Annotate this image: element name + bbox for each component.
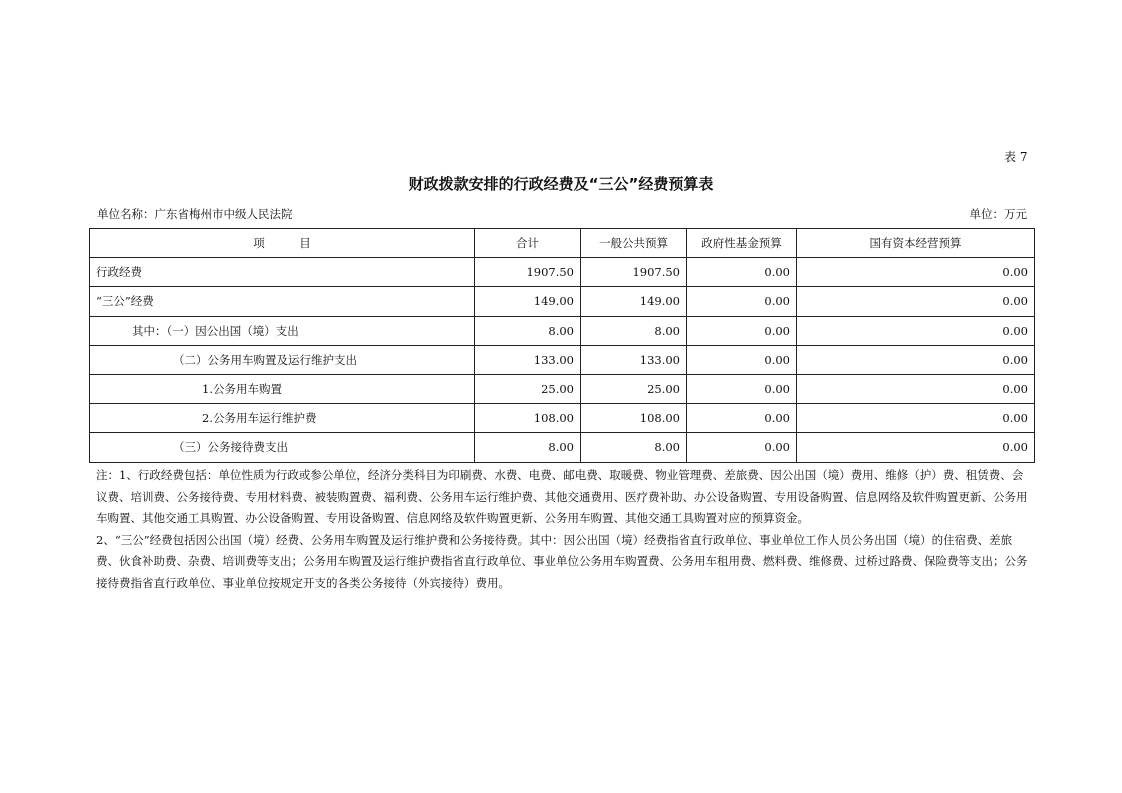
column-header-fund-budget: 政府性基金预算: [687, 229, 797, 258]
row-total: 149.00: [475, 287, 581, 316]
row-item: 行政经费: [90, 258, 475, 287]
row-total: 8.00: [475, 433, 581, 462]
row-state-capital-budget: 0.00: [797, 374, 1035, 403]
footnote-1: 注：1、行政经费包括：单位性质为行政或参公单位，经济分类科目为印刷费、水费、电费、邮电费、取暖费、物业管理费、差旅费、因公出国（境）费用、维修（护）费、租赁费、会议费、培训费、公务接待费、专用材料费、被装购置费、福利费、公务用车运行维护费、其他交通费用、医疗费补助、办公设备购置、专用设备购置、信息网络及软件购置更新、公务用车购置、其他交通工具购置、办公设备购置、专用设备购置、信息网络及软件购置更新、公务用车购置、其他交通工具购置对应的预算资金。: [96, 468, 1028, 525]
row-general-budget: 149.00: [581, 287, 687, 316]
row-item: 其中：（一）因公出国（境）支出: [90, 316, 475, 345]
row-state-capital-budget: 0.00: [797, 433, 1035, 462]
row-item: 1.公务用车购置: [90, 374, 475, 403]
row-state-capital-budget: 0.00: [797, 404, 1035, 433]
budget-table: [89, 228, 1035, 463]
page-title: 财政拨款安排的行政经费及“三公”经费预算表: [408, 175, 714, 193]
table-row: [90, 287, 1035, 316]
column-header-state-capital-budget: 国有资本经营预算: [797, 229, 1035, 258]
row-fund-budget: 0.00: [687, 287, 797, 316]
row-general-budget: 8.00: [581, 433, 687, 462]
row-fund-budget: 0.00: [687, 345, 797, 374]
row-state-capital-budget: 0.00: [797, 316, 1035, 345]
unit-name-label: 单位名称：广东省梅州市中级人民法院: [97, 207, 293, 221]
table-row: [90, 433, 1035, 462]
table-header-row: [90, 229, 1035, 258]
row-total: 108.00: [475, 404, 581, 433]
row-state-capital-budget: 0.00: [797, 287, 1035, 316]
row-general-budget: 8.00: [581, 316, 687, 345]
row-general-budget: 25.00: [581, 374, 687, 403]
row-general-budget: 108.00: [581, 404, 687, 433]
table-row: [90, 404, 1035, 433]
row-fund-budget: 0.00: [687, 404, 797, 433]
row-total: 133.00: [475, 345, 581, 374]
column-header-item: 项 目: [90, 229, 475, 258]
row-state-capital-budget: 0.00: [797, 258, 1035, 287]
row-state-capital-budget: 0.00: [797, 345, 1035, 374]
row-total: 1907.50: [475, 258, 581, 287]
table-number: 表 7: [1004, 150, 1028, 164]
row-total: 8.00: [475, 316, 581, 345]
footnotes: [96, 465, 1032, 594]
table-row: [90, 374, 1035, 403]
row-fund-budget: 0.00: [687, 258, 797, 287]
row-fund-budget: 0.00: [687, 433, 797, 462]
row-fund-budget: 0.00: [687, 316, 797, 345]
footnote-2: 2、“三公”经费包括因公出国（境）经费、公务用车购置及运行维护费和公务接待费。其中：因公出国（境）经费指省直行政单位、事业单位工作人员公务出国（境）的住宿费、差旅费、伙食补助费、杂费、培训费等支出；公务用车购置及运行维护费指省直行政单位、事业单位公务用车购置费、公务用车租用费、燃料费、维修费、过桥过路费、保险费等支出；公务接待费指省直行政单位、事业单位按规定开支的各类公务接待（外宾接待）费用。: [96, 532, 1028, 590]
row-item: （二）公务用车购置及运行维护支出: [90, 345, 475, 374]
row-item: “三公”经费: [90, 287, 475, 316]
row-general-budget: 133.00: [581, 345, 687, 374]
row-item: 2.公务用车运行维护费: [90, 404, 475, 433]
column-header-total: 合计: [475, 229, 581, 258]
row-item: （三）公务接待费支出: [90, 433, 475, 462]
row-general-budget: 1907.50: [581, 258, 687, 287]
column-header-general-budget: 一般公共预算: [581, 229, 687, 258]
table-row: [90, 316, 1035, 345]
row-fund-budget: 0.00: [687, 374, 797, 403]
currency-unit-label: 单位：万元: [969, 207, 1027, 221]
row-total: 25.00: [475, 374, 581, 403]
table-row: [90, 345, 1035, 374]
table-row: [90, 258, 1035, 287]
